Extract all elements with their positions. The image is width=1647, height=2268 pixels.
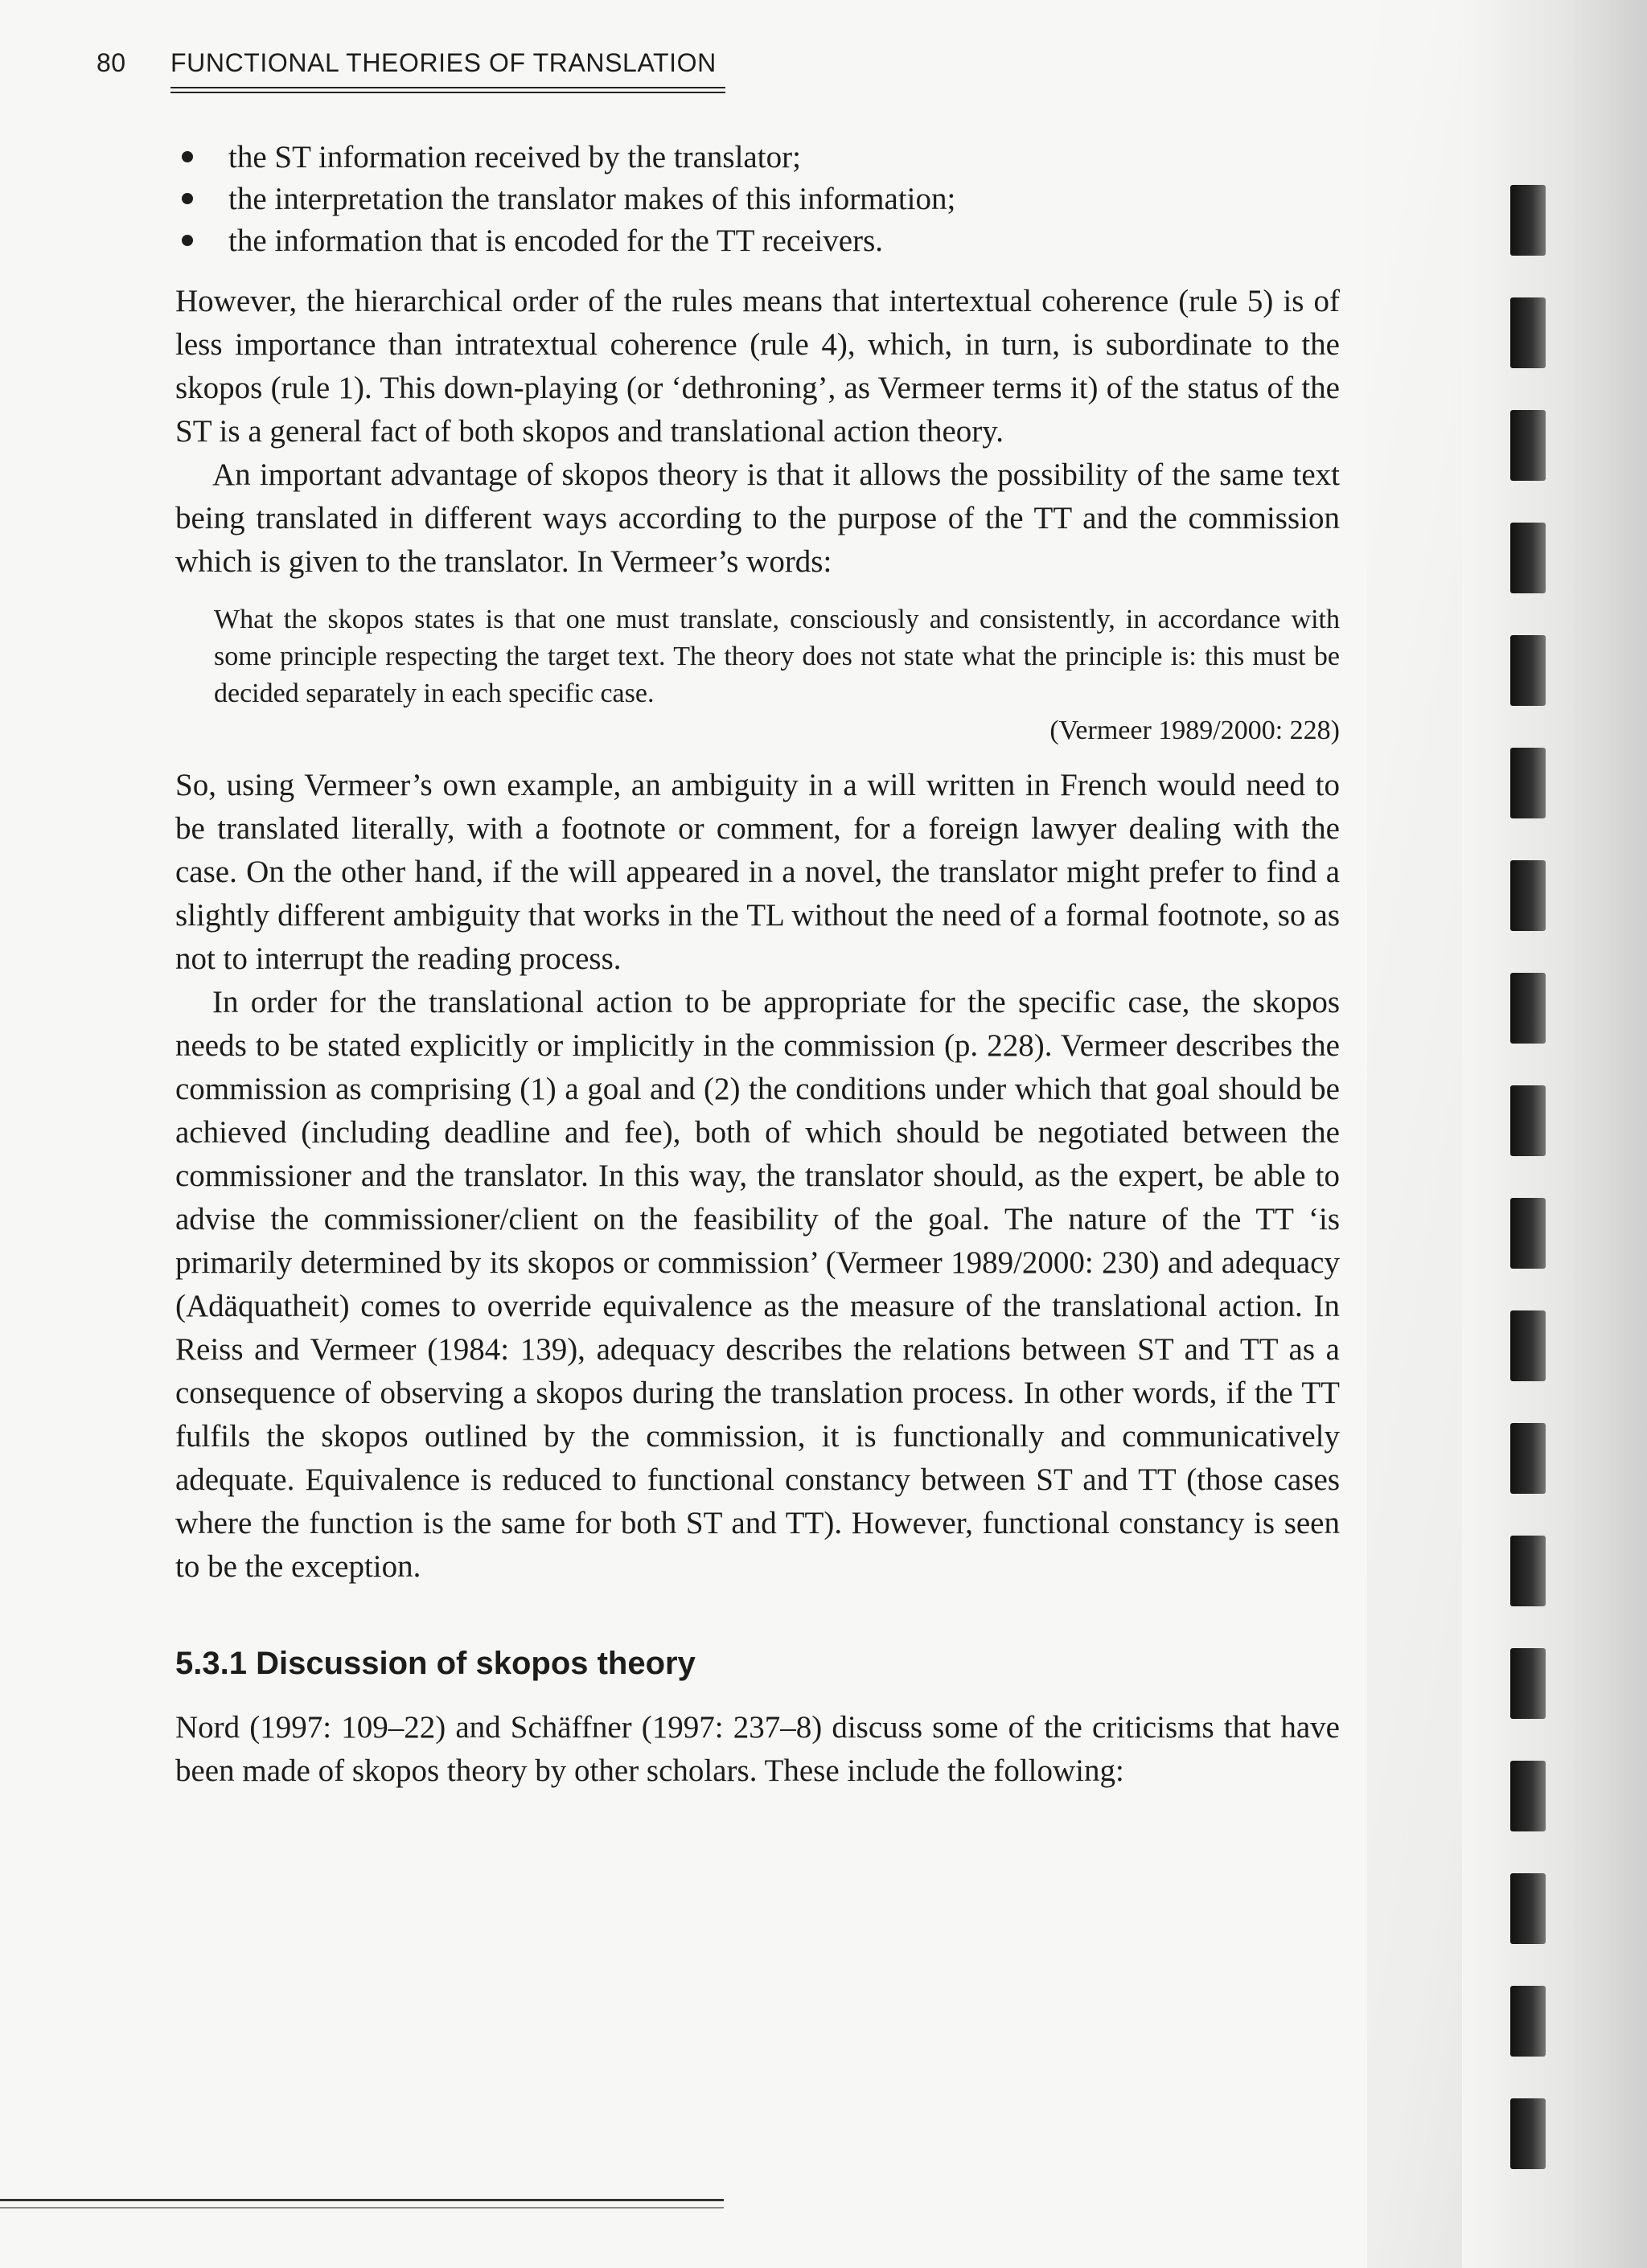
binding-hole — [1510, 1423, 1546, 1494]
binding-hole — [1510, 1198, 1546, 1269]
paragraph: Nord (1997: 109–22) and Schäffner (1997: 237–8) discuss some of the criticisms that have been made of skopos theory by other scholars. These include the following: — [175, 1710, 1340, 1788]
binding-hole — [1510, 1085, 1546, 1156]
binding-hole — [1510, 1648, 1546, 1719]
list-item-text: the information that is encoded for the TT receivers. — [228, 224, 884, 258]
binding-hole — [1510, 185, 1546, 256]
paragraph: In order for the translational action to be appropriate for the specific case, the skopos needs to be stated explicitly or implicitly in the commission (p. 228). Vermeer describes the commission as comprising (1) a goal and (2) the conditions under which that goal should be achieved (including deadline and fee), both of which should be negotiated between the commissioner and the translator. In this way, the translator should, as the expert, be able to advise the commissioner/client on the feasibility of the goal. The nature of the TT ‘is primarily determined by its skopos or commission’ (Vermeer 1989/2000: 230) and adequacy (Adäquatheit) comes to override equivalence as the measure of the translational action. In Reiss and Vermeer (1984: 139), adequacy describes the relations between ST and TT as a consequence of observing a skopos during the translation process. In other words, if the TT fulfils the skopos outlined by the commission, it is functionally and communicatively adequate. Equivalence is reduced to functional constancy between ST and TT (those cases where the function is the same for both ST and TT). However, functional constancy is seen to be the exception. — [175, 985, 1340, 1584]
header-rule — [170, 87, 725, 93]
paragraph: An important advantage of skopos theory is that it allows the possibility of the same text being translated in different ways according to the purpose of the TT and the commission which is given to the translator. In Vermeer’s words: — [175, 457, 1340, 579]
bullet-icon — [182, 235, 193, 246]
quote-text: What the skopos states is that one must translate, consciously and consistently, in accordance with some principle respecting the target text. The theory does not state what the principle is: this must be decided separately in each specific case. — [214, 605, 1340, 708]
binding-hole — [1510, 1761, 1546, 1831]
binding-hole — [1510, 297, 1546, 368]
binding-hole — [1510, 410, 1546, 481]
list-item — [175, 220, 1340, 262]
running-head: FUNCTIONAL THEORIES OF TRANSLATION — [170, 48, 717, 77]
binding-hole — [1510, 973, 1546, 1044]
paragraph: So, using Vermeer’s own example, an ambiguity in a will written in French would need to be translated literally, with a footnote or comment, for a foreign lawyer dealing with the case. On the other hand, if the will appeared in a novel, the translator might prefer to find a slightly different ambiguity that works in the TL without the need of a formal footnote, so as not to interrupt the reading process. — [175, 768, 1340, 976]
page-number: 80 — [97, 48, 126, 77]
bullet-icon — [182, 151, 193, 162]
paragraph: However, the hierarchical order of the rules means that intertextual coherence (rule 5) is of less importance than intratextual coherence (rule 4), which, in turn, is subordinate to the skopos (rule 1). This down-playing (or ‘dethroning’, as Vermeer terms it) of the status of the ST is a general fact of both skopos and translational action theory. — [175, 284, 1340, 449]
quote-citation: (Vermeer 1989/2000: 228) — [1049, 716, 1340, 745]
binding-hole — [1510, 748, 1546, 818]
binding-edge — [1462, 0, 1647, 2268]
list-item — [175, 137, 1340, 178]
block-quote — [214, 601, 1340, 749]
bullet-list — [175, 137, 1340, 262]
bullet-icon — [182, 193, 193, 204]
binding-hole — [1510, 635, 1546, 706]
binding-hole — [1510, 1873, 1546, 1944]
bottom-rule — [0, 2199, 724, 2201]
binding-hole — [1510, 860, 1546, 931]
text-column — [175, 137, 1340, 1793]
binding-hole — [1510, 2098, 1546, 2169]
section-heading: 5.3.1 Discussion of skopos theory — [175, 1646, 696, 1681]
binding-hole — [1510, 1310, 1546, 1381]
bottom-rule-shadow — [0, 2207, 724, 2209]
binding-hole — [1510, 1986, 1546, 2057]
list-item-text: the ST information received by the translator; — [228, 140, 801, 174]
binding-hole — [1510, 1536, 1546, 1606]
list-item — [175, 178, 1340, 220]
binding-hole — [1510, 523, 1546, 593]
list-item-text: the interpretation the translator makes of this information; — [228, 182, 956, 216]
